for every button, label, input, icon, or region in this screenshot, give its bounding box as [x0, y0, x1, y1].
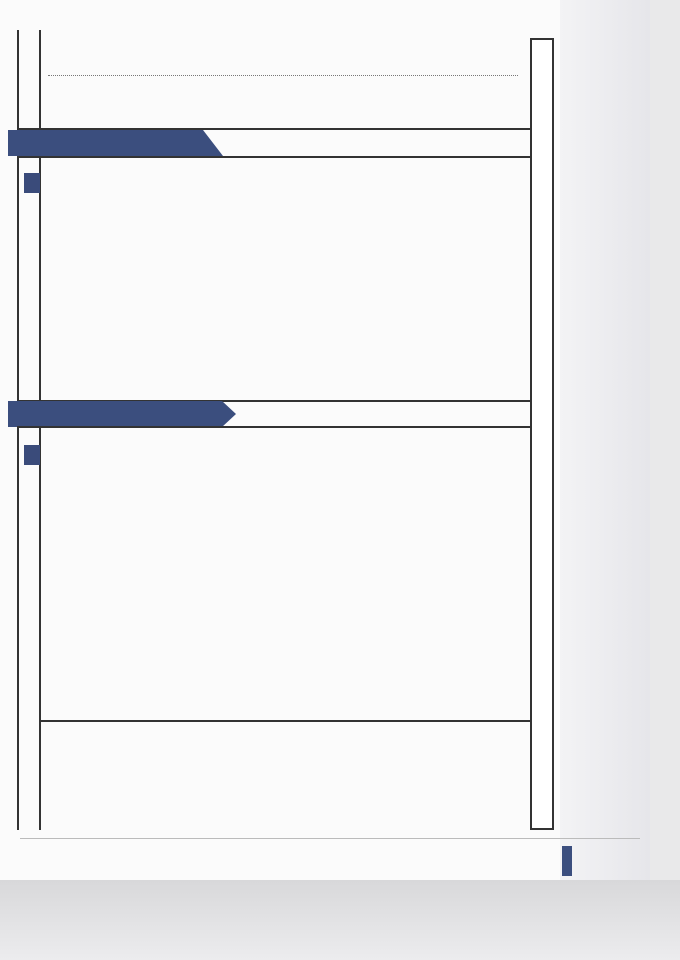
divider	[17, 128, 530, 130]
question-number-badge	[24, 445, 40, 465]
divider	[17, 426, 530, 428]
question-number-badge	[24, 173, 40, 193]
footer-rule	[20, 838, 640, 839]
page-number-tab	[562, 846, 572, 876]
next-page-edge	[560, 0, 650, 880]
answer-line	[48, 75, 518, 76]
pronunciation-banner	[8, 130, 223, 156]
page-shadow	[0, 880, 680, 960]
divider	[17, 156, 530, 158]
writing-banner	[8, 401, 236, 427]
divider	[41, 720, 530, 722]
right-frame	[530, 38, 554, 830]
